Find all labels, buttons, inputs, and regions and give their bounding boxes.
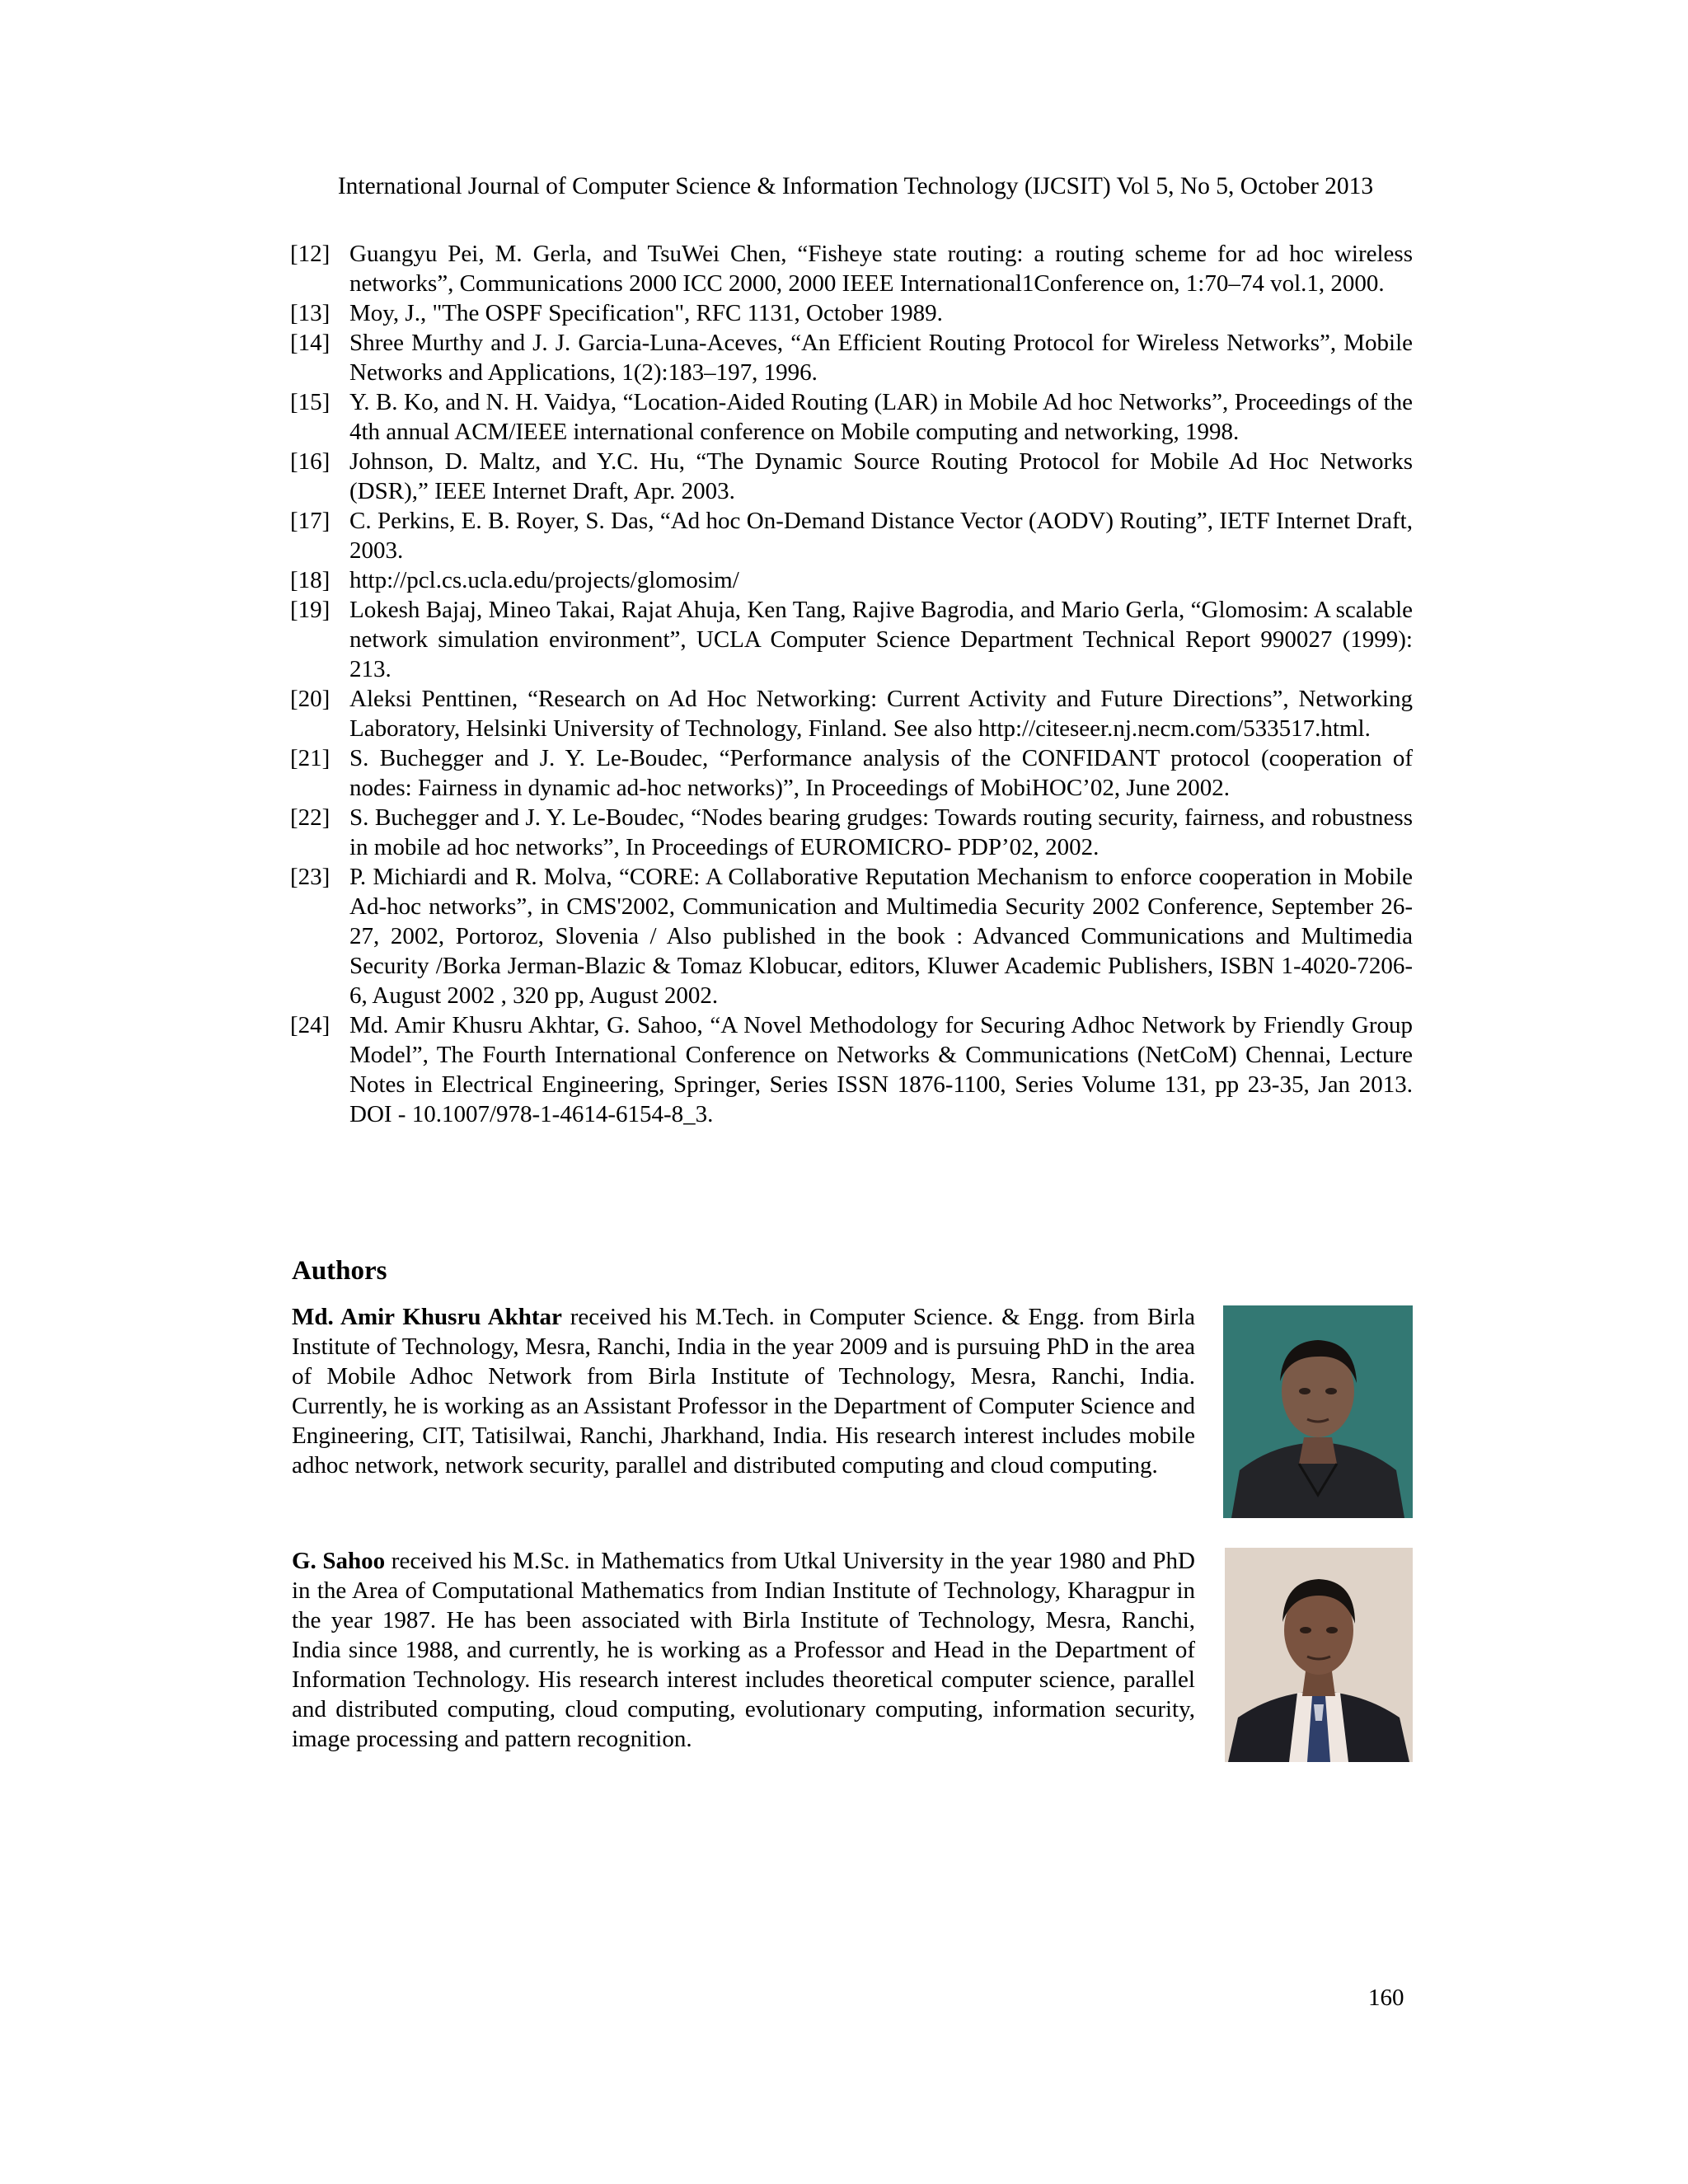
reference-item (290, 328, 1413, 387)
reference-text: Aleksi Penttinen, “Research on Ad Hoc Networking: Current Activity and Future Directions”, Networking Laboratory, Helsinki University of Technology, Finland. See also http://citeseer.nj.necm.com/533517.html. (349, 686, 1413, 742)
reference-item (290, 239, 1413, 298)
reference-item (290, 447, 1413, 506)
reference-number: [12] (290, 241, 331, 267)
page-number: 160 (1368, 1985, 1404, 2011)
reference-item (290, 565, 1413, 595)
reference-number: [18] (290, 567, 331, 593)
reference-number: [15] (290, 389, 331, 415)
reference-text: P. Michiardi and R. Molva, “CORE: A Collaborative Reputation Mechanism to enforce cooperation in Mobile Ad-hoc networks”, in CMS'2002, Communication and Multimedia Security 2002 Conference, September 26-27, 2002, Portoroz, Slovenia / Also published in the book : Advanced Communications and Multimedia Security /Borka Jerman-Blazic & Tomaz Klobucar, editors, Kluwer Academic Publishers, ISBN 1-4020-7206-6, August 2002 , 320 pp, August 2002. (349, 864, 1413, 1009)
reference-text: Y. B. Ko, and N. H. Vaidya, “Location-Aided Routing (LAR) in Mobile Ad hoc Networks”, Proceedings of the 4th annual ACM/IEEE international conference on Mobile computing and networking, 1998. (349, 389, 1413, 445)
reference-text: Lokesh Bajaj, Mineo Takai, Rajat Ahuja, Ken Tang, Rajive Bagrodia, and Mario Gerla, “Glomosim: A scalable network simulation environment”, UCLA Computer Science Department Technical Report 990027 (1999): 213. (349, 597, 1413, 682)
author-portrait-sahoo (1225, 1548, 1413, 1762)
author-bio-text: received his M.Tech. in Computer Science. & Engg. from Birla Institute of Technology, Mesra, Ranchi, India in the year 2009 and is pursuing PhD in the area of Mobile Adhoc Network from Birla Institute of Technology, Mesra, Ranchi, India. Currently, he is working as an Assistant Professor in the Department of Computer Science and Engineering, CIT, Tatisilwai, Ranchi, Jharkhand, India. His research interest includes mobile adhoc network, network security, parallel and distributed computing and cloud computing. (292, 1304, 1195, 1479)
author-portrait-akhtar (1223, 1305, 1413, 1518)
reference-number: [14] (290, 330, 331, 356)
reference-list (290, 239, 1413, 1129)
reference-text: C. Perkins, E. B. Royer, S. Das, “Ad hoc On-Demand Distance Vector (AODV) Routing”, IETF Internet Draft, 2003. (349, 508, 1413, 564)
reference-item (290, 595, 1413, 684)
author-bio (292, 1546, 1195, 1754)
author-bio (292, 1302, 1195, 1480)
reference-text: Guangyu Pei, M. Gerla, and TsuWei Chen, “Fisheye state routing: a routing scheme for ad hoc wireless networks”, Communications 2000 ICC 2000, 2000 IEEE International1Conference on, 1:70–74 vol.1, 2000. (349, 241, 1413, 297)
reference-number: [22] (290, 804, 331, 831)
author-photo (1223, 1305, 1413, 1518)
author-photo (1225, 1548, 1413, 1762)
reference-number: [23] (290, 864, 331, 890)
reference-number: [24] (290, 1012, 331, 1038)
reference-number: [13] (290, 300, 331, 326)
reference-number: [21] (290, 745, 331, 771)
reference-text: Shree Murthy and J. J. Garcia-Luna-Aceves, “An Efficient Routing Protocol for Wireless Networks”, Mobile Networks and Applications, 1(2):183–197, 1996. (349, 330, 1413, 386)
reference-item (290, 743, 1413, 803)
reference-text: Moy, J., "The OSPF Specification", RFC 1131, October 1989. (349, 300, 943, 326)
author-name: Md. Amir Khusru Akhtar (292, 1304, 562, 1330)
reference-item (290, 1010, 1413, 1129)
running-header: International Journal of Computer Science & Information Technology (IJCSIT) Vol 5, No 5, October 2013 (337, 173, 1374, 199)
reference-text: S. Buchegger and J. Y. Le-Boudec, “Nodes bearing grudges: Towards routing security, fairness, and robustness in mobile ad hoc networks”, In Proceedings of EUROMICRO- PDP’02, 2002. (349, 804, 1413, 860)
reference-item (290, 803, 1413, 862)
reference-item (290, 862, 1413, 1010)
reference-item (290, 506, 1413, 565)
reference-number: [16] (290, 448, 331, 475)
reference-item (290, 387, 1413, 447)
reference-text: Johnson, D. Maltz, and Y.C. Hu, “The Dynamic Source Routing Protocol for Mobile Ad Hoc Networks (DSR),” IEEE Internet Draft, Apr. 2003. (349, 448, 1413, 504)
reference-text: Md. Amir Khusru Akhtar, G. Sahoo, “A Novel Methodology for Securing Adhoc Network by Friendly Group Model”, The Fourth International Conference on Networks & Communications (NetCoM) Chennai, Lecture Notes in Electrical Engineering, Springer, Series ISSN 1876-1100, Series Volume 131, pp 23-35, Jan 2013. DOI - 10.1007/978-1-4614-6154-8_3. (349, 1012, 1413, 1127)
author-name: G. Sahoo (292, 1548, 386, 1574)
authors-heading: Authors (292, 1256, 387, 1286)
reference-number: [17] (290, 508, 331, 534)
author-bio-text: received his M.Sc. in Mathematics from Utkal University in the year 1980 and PhD in the Area of Computational Mathematics from Indian Institute of Technology, Kharagpur in the year 1987. He has been associated with Birla Institute of Technology, Mesra, Ranchi, India since 1988, and currently, he is working as a Professor and Head in the Department of Information Technology. His research interest includes theoretical computer science, parallel and distributed computing, cloud computing, evolutionary computing, information security, image processing and pattern recognition. (292, 1548, 1195, 1752)
reference-link[interactable]: http://pcl.cs.ucla.edu/projects/glomosim/ (349, 567, 739, 593)
reference-text: S. Buchegger and J. Y. Le-Boudec, “Performance analysis of the CONFIDANT protocol (cooperation of nodes: Fairness in dynamic ad-hoc networks)”, In Proceedings of MobiHOC’02, June 2002. (349, 745, 1413, 801)
reference-number: [20] (290, 686, 331, 712)
reference-item (290, 298, 1413, 328)
reference-number: [19] (290, 597, 331, 623)
reference-item (290, 684, 1413, 743)
